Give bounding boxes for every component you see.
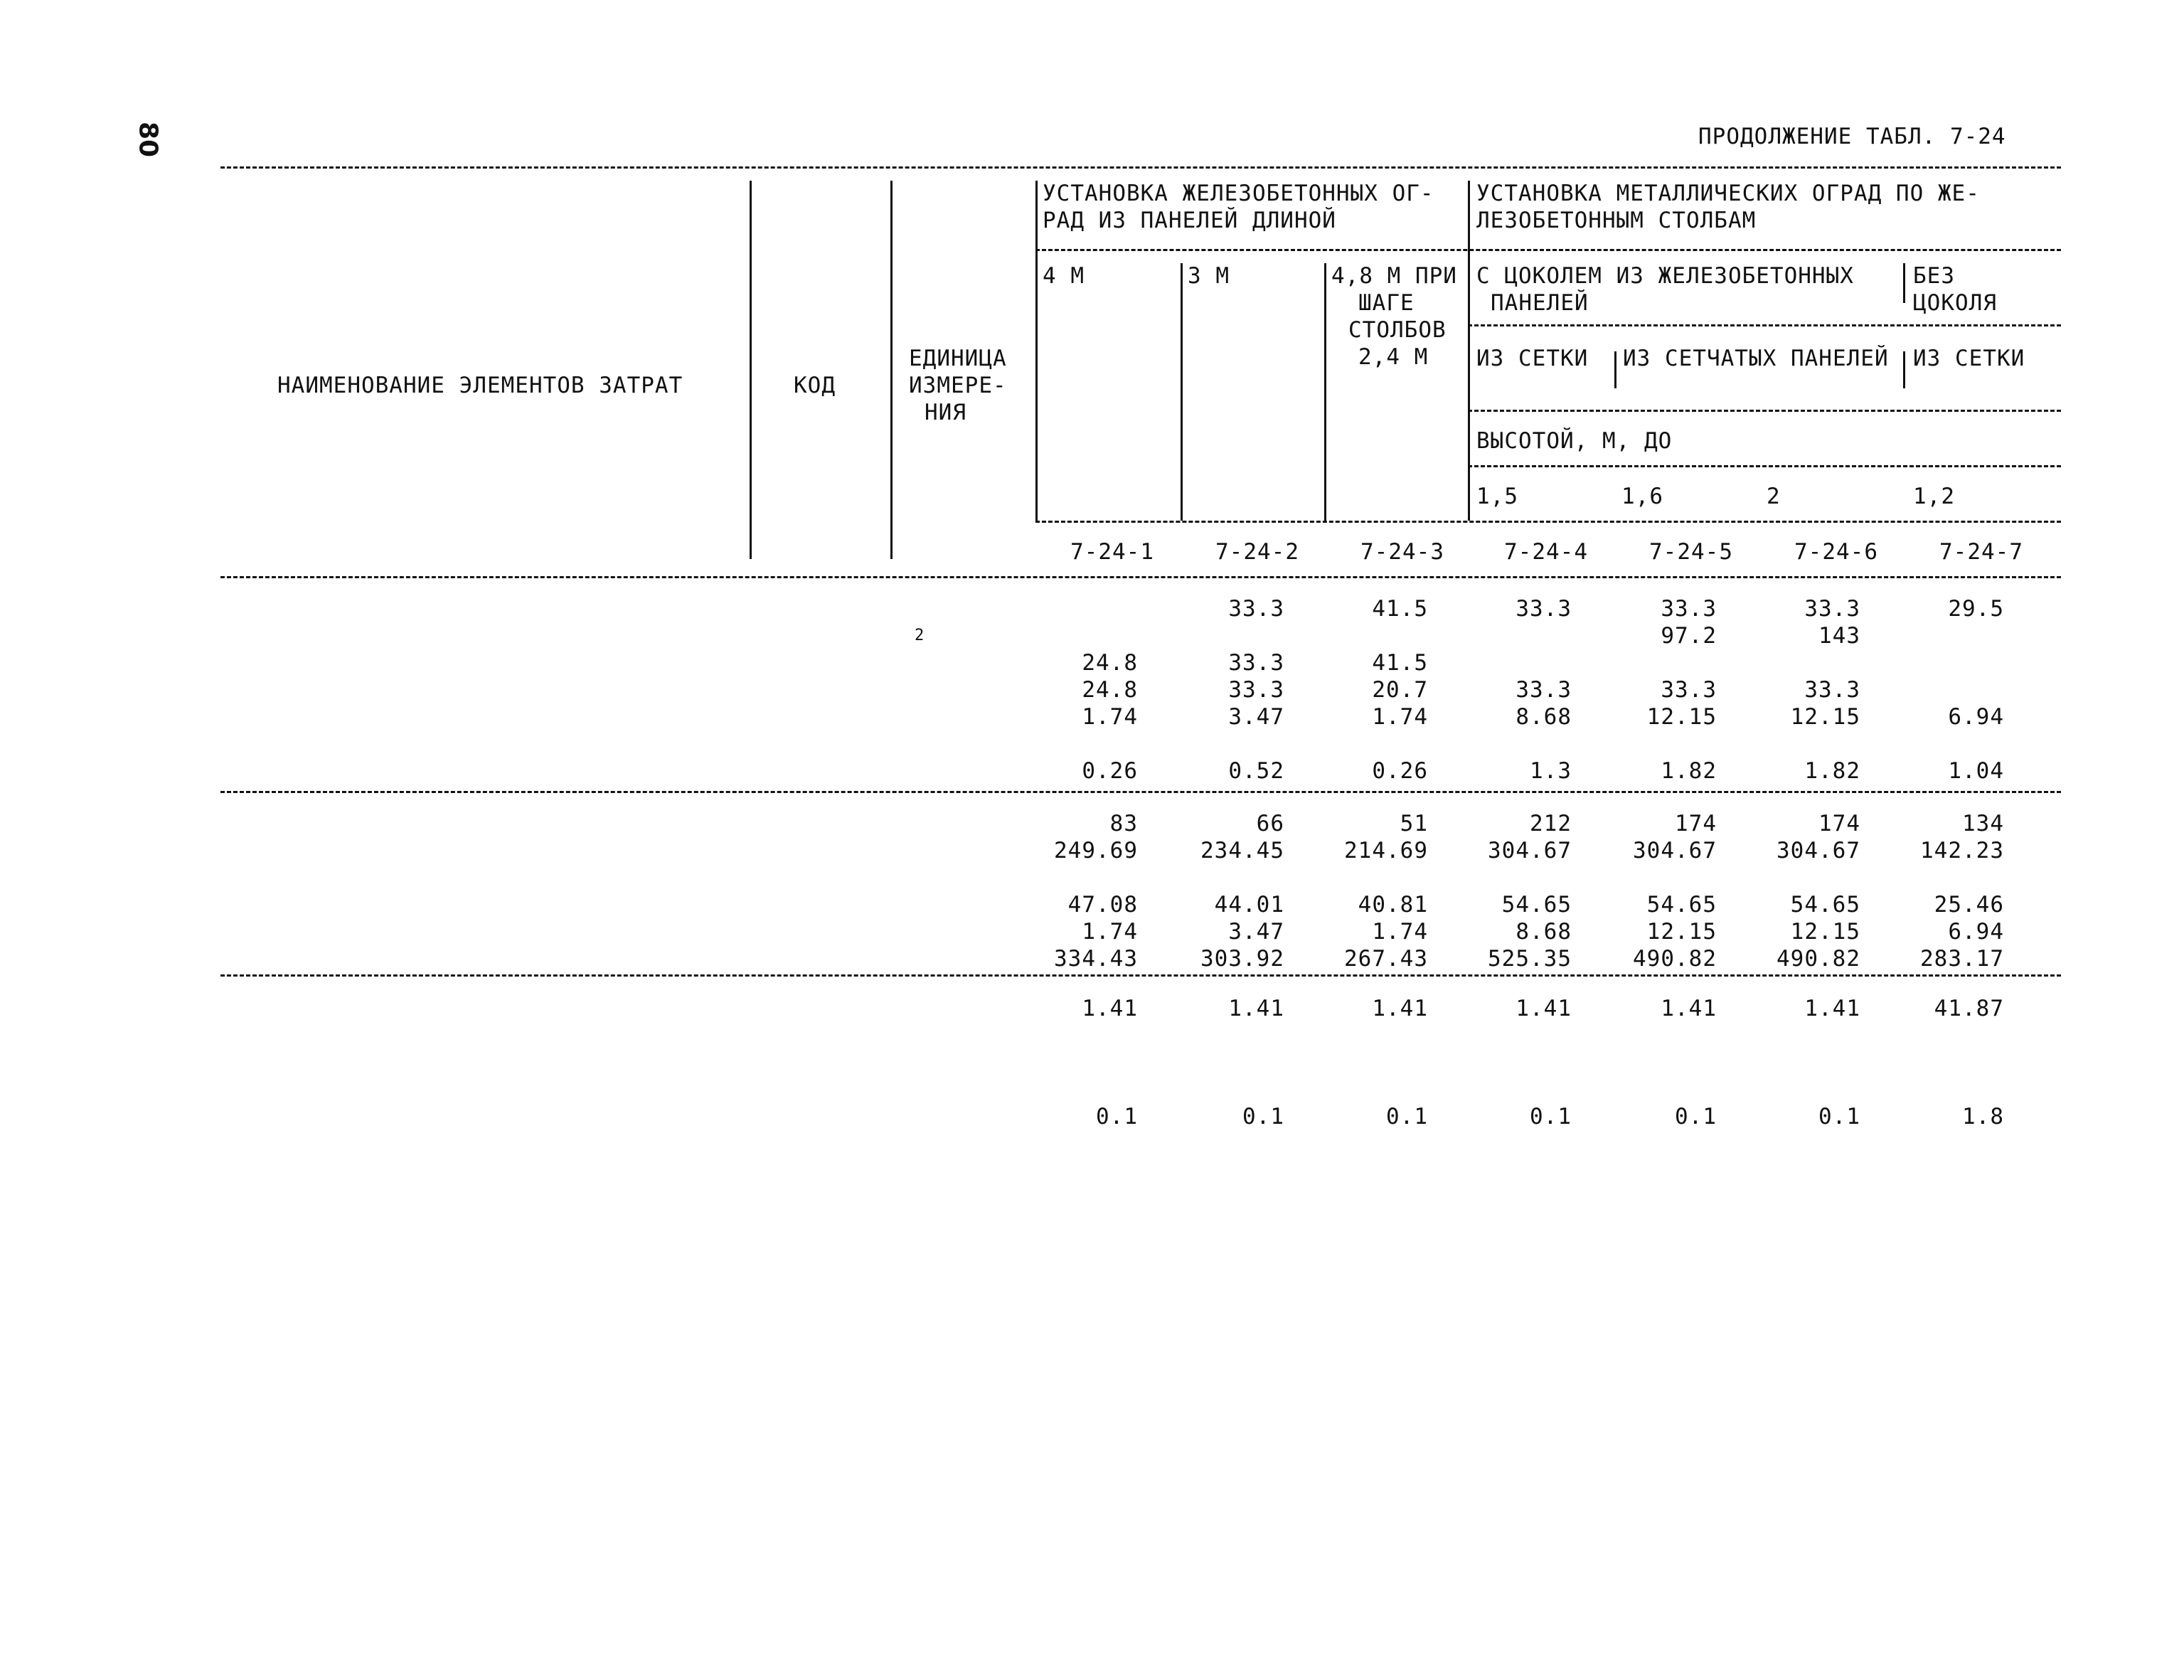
header-height-label: ВЫСОТОЙ, М, ДО: [1476, 428, 1673, 454]
header-group1-line-1: УСТАНОВКА ЖЕЛЕЗОБЕТОННЫХ ОГ-: [1043, 181, 1434, 206]
row-value: 1.41: [1661, 996, 1717, 1021]
header-length-3m: 3 М: [1188, 263, 1230, 289]
row-value: 3.47: [1228, 919, 1284, 945]
column-separator: [1035, 181, 1038, 521]
row-value: 3.47: [1228, 704, 1284, 730]
row-value: 174: [1818, 811, 1860, 836]
row-value: 33.3: [1516, 677, 1572, 703]
row-value: 174: [1675, 811, 1717, 836]
row-value: 33.3: [1516, 596, 1572, 622]
row-value: 1.41: [1516, 996, 1572, 1021]
header-socle-line-1: С ЦОКОЛЕМ ИЗ ЖЕЛЕЗОБЕТОННЫХ: [1476, 263, 1854, 289]
dashed-rule: [1468, 465, 2061, 467]
header-mesh-2: ИЗ СЕТКИ: [1913, 346, 2025, 371]
row-value: 0.52: [1228, 758, 1284, 784]
row-value: 12.15: [1646, 704, 1717, 730]
header-no-socle-line-1: БЕЗ: [1913, 263, 1955, 289]
header-length-4m: 4 М: [1043, 263, 1085, 289]
header-group2-line-1: УСТАНОВКА МЕТАЛЛИЧЕСКИХ ОГРАД ПО ЖЕ-: [1476, 181, 1980, 206]
header-length-48m-line-1: 4,8 М ПРИ: [1331, 263, 1457, 289]
row-value: 234.45: [1200, 838, 1284, 863]
row-value: 54.65: [1646, 892, 1717, 918]
row-value: 33.3: [1228, 677, 1284, 703]
row-value: 83: [1109, 811, 1138, 836]
table-caption: ПРОДОЛЖЕНИЕ ТАБЛ. 7-24: [1698, 124, 2006, 149]
dashed-rule: [220, 974, 2061, 977]
header-group2-line-2: ЛЕЗОБЕТОННЫМ СТОЛБАМ: [1476, 208, 1757, 233]
row-value: 41.5: [1372, 596, 1428, 622]
row-value: 12.15: [1790, 919, 1860, 945]
column-code-5: 7-24-5: [1649, 539, 1733, 565]
row-value: 6.94: [1948, 704, 2004, 730]
row-value: 12.15: [1790, 704, 1860, 730]
row-value: 1.04: [1948, 758, 2004, 784]
row-value: 0.1: [1675, 1104, 1717, 1129]
column-separator: [1614, 351, 1616, 388]
row-value: 214.69: [1344, 838, 1428, 863]
row-value: 134: [1962, 811, 2004, 836]
row-value: 0.1: [1096, 1104, 1138, 1129]
row-value: 6.94: [1948, 919, 2004, 945]
row-value: 1.82: [1804, 758, 1860, 784]
row-value: 304.67: [1777, 838, 1860, 863]
row-value: 47.08: [1067, 892, 1138, 918]
header-length-48m-line-3: СТОЛБОВ: [1348, 317, 1447, 343]
row-value: 490.82: [1633, 946, 1717, 972]
row-value: 0.26: [1372, 758, 1428, 784]
row-value: 304.67: [1633, 838, 1717, 863]
dashed-rule: [1468, 324, 2061, 326]
row-value: 66: [1256, 811, 1284, 836]
row-value: 33.3: [1228, 650, 1284, 676]
row-value: 1.41: [1082, 996, 1138, 1021]
column-code-6: 7-24-6: [1794, 539, 1878, 565]
row-value: 1.41: [1372, 996, 1428, 1021]
header-length-48m-line-2: ШАГЕ: [1358, 290, 1415, 316]
row-value: 1.74: [1372, 704, 1428, 730]
header-length-48m-line-4: 2,4 М: [1358, 344, 1429, 370]
column-code-7: 7-24-7: [1939, 539, 2023, 565]
row-value: 249.69: [1054, 838, 1138, 863]
row-value: 29.5: [1948, 596, 2004, 622]
row-value: 24.8: [1082, 650, 1138, 676]
row-value: 283.17: [1920, 946, 2004, 972]
row-value: 490.82: [1777, 946, 1860, 972]
header-height-4: 1,2: [1913, 484, 1955, 509]
row-value: 33.3: [1661, 596, 1717, 622]
row-value: 142.23: [1920, 838, 2004, 863]
column-code-1: 7-24-1: [1070, 539, 1154, 565]
row-value: 8.68: [1516, 919, 1572, 945]
row-value: 20.7: [1372, 677, 1428, 703]
dashed-rule: [220, 166, 2061, 169]
row-value: 267.43: [1344, 946, 1428, 972]
header-height-3: 2: [1767, 484, 1781, 509]
row-value: 1.82: [1661, 758, 1717, 784]
row-value: 303.92: [1200, 946, 1284, 972]
row-value: 1.41: [1228, 996, 1284, 1021]
row-value: 0.1: [1242, 1104, 1284, 1129]
header-name-column: НАИМЕНОВАНИЕ ЭЛЕМЕНТОВ ЗАТРАТ: [277, 373, 683, 398]
row-value: 0.1: [1818, 1104, 1860, 1129]
row-value: 212: [1530, 811, 1572, 836]
header-unit-line-3: НИЯ: [925, 400, 966, 425]
row-value: 1.41: [1804, 996, 1860, 1021]
header-height-1: 1,5: [1476, 484, 1518, 509]
row-value: 54.65: [1790, 892, 1860, 918]
row-value: 1.74: [1372, 919, 1428, 945]
dashed-rule: [1035, 249, 2061, 251]
column-separator: [1181, 263, 1183, 521]
column-separator: [1903, 263, 1905, 303]
header-unit-line-2: ИЗМЕРЕ-: [909, 373, 1007, 398]
header-code-column: КОД: [794, 373, 836, 398]
row-value: 0.1: [1386, 1104, 1428, 1129]
header-no-socle-line-2: ЦОКОЛЯ: [1913, 290, 1997, 316]
row-value: 143: [1818, 623, 1860, 649]
row-value: 12.15: [1646, 919, 1717, 945]
column-separator: [1324, 263, 1326, 521]
row-value: 40.81: [1358, 892, 1428, 918]
header-mesh: ИЗ СЕТКИ: [1476, 346, 1589, 371]
row-value: 33.3: [1228, 596, 1284, 622]
row-value: 0.26: [1082, 758, 1138, 784]
header-mesh-panels: ИЗ СЕТЧАТЫХ ПАНЕЛЕЙ: [1623, 346, 1889, 371]
unit-superscript: 2: [915, 627, 925, 644]
column-separator: [750, 181, 752, 559]
column-code-3: 7-24-3: [1360, 539, 1444, 565]
row-value: 33.3: [1804, 677, 1860, 703]
row-value: 0.1: [1530, 1104, 1572, 1129]
header-socle-line-2: ПАНЕЛЕЙ: [1491, 290, 1589, 316]
page-number: 80: [133, 121, 163, 158]
dashed-rule: [220, 791, 2061, 793]
column-separator: [1903, 351, 1905, 388]
row-value: 1.8: [1962, 1104, 2004, 1129]
row-value: 41.87: [1934, 996, 2004, 1021]
row-value: 33.3: [1661, 677, 1717, 703]
row-value: 1.74: [1082, 704, 1138, 730]
dashed-rule: [1035, 521, 2061, 523]
column-separator: [890, 181, 893, 559]
row-value: 304.67: [1488, 838, 1572, 863]
row-value: 334.43: [1054, 946, 1138, 972]
row-value: 54.65: [1501, 892, 1572, 918]
column-code-4: 7-24-4: [1504, 539, 1588, 565]
row-value: 1.74: [1082, 919, 1138, 945]
dashed-rule: [1468, 410, 2061, 412]
row-value: 41.5: [1372, 650, 1428, 676]
row-value: 525.35: [1488, 946, 1572, 972]
row-value: 97.2: [1661, 623, 1717, 649]
row-value: 24.8: [1082, 677, 1138, 703]
row-value: 8.68: [1516, 704, 1572, 730]
row-value: 1.3: [1530, 758, 1572, 784]
row-value: 25.46: [1934, 892, 2004, 918]
row-value: 33.3: [1804, 596, 1860, 622]
column-separator: [1468, 181, 1470, 521]
row-value: 51: [1400, 811, 1428, 836]
column-code-2: 7-24-2: [1215, 539, 1299, 565]
row-value: 44.01: [1214, 892, 1284, 918]
row-unit: [915, 623, 925, 654]
header-group1-line-2: РАД ИЗ ПАНЕЛЕЙ ДЛИНОЙ: [1043, 208, 1336, 233]
header-unit-line-1: ЕДИНИЦА: [909, 346, 1007, 371]
dashed-rule: [220, 576, 2061, 578]
header-height-2: 1,6: [1621, 484, 1663, 509]
